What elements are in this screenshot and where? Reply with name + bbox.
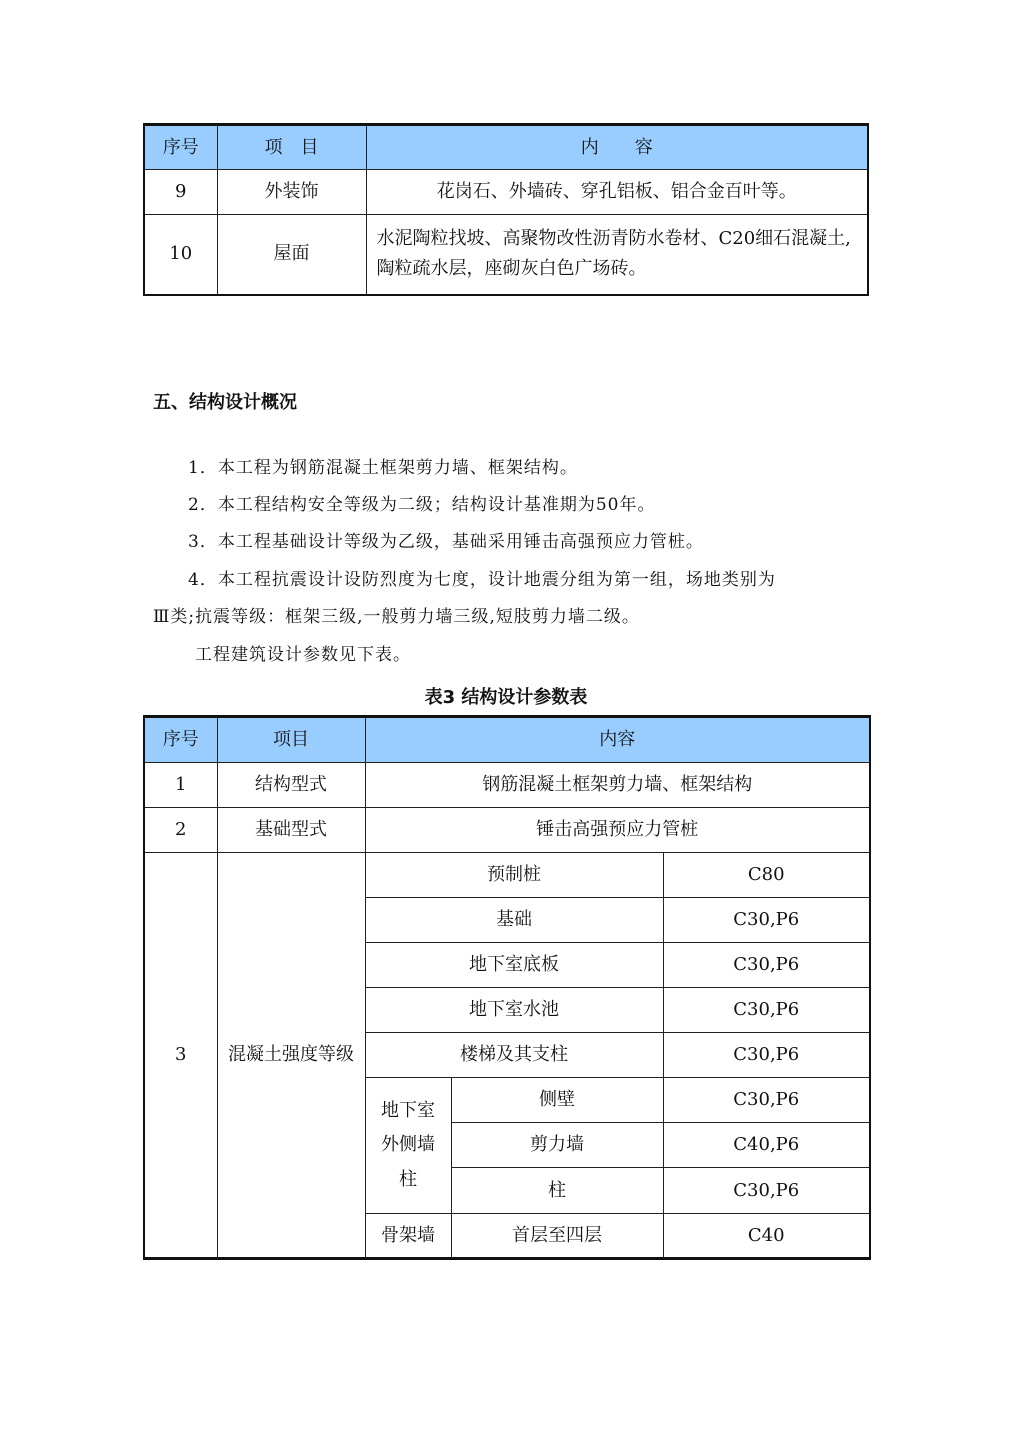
row-item: 混凝土强度等级	[217, 853, 365, 1259]
row-item: 结构型式	[217, 763, 365, 808]
paragraph-3: 3．本工程基础设计等级为乙级，基础采用锤击高强预应力管桩。	[188, 532, 704, 552]
row-no: 3	[144, 853, 217, 1259]
header-content: 内 容	[366, 125, 868, 170]
row-content: 锤击高强预应力管桩	[365, 808, 870, 853]
table-row	[144, 215, 868, 295]
sub-name: 基础	[365, 898, 663, 943]
sub-name: 侧壁	[451, 1078, 663, 1123]
header-item: 项 目	[217, 125, 366, 170]
table-row	[144, 808, 870, 853]
sub-grade: C30,P6	[663, 1168, 870, 1214]
table-row	[144, 170, 868, 215]
header-no: 序号	[144, 125, 217, 170]
sub-name: 楼梯及其支柱	[365, 1033, 663, 1078]
sub-grade: C30,P6	[663, 898, 870, 943]
table-row	[144, 853, 870, 898]
sub-grade: C30,P6	[663, 988, 870, 1033]
table-row	[144, 763, 870, 808]
sub-name: 地下室水池	[365, 988, 663, 1033]
row-item: 基础型式	[217, 808, 365, 853]
group-label: 地下室外侧墙柱	[365, 1078, 451, 1214]
sub-grade: C30,P6	[663, 1078, 870, 1123]
group-label: 骨架墙	[365, 1214, 451, 1259]
sub-name: 剪力墙	[451, 1123, 663, 1168]
sub-grade: C80	[663, 853, 870, 898]
row-no: 10	[144, 215, 217, 295]
row-no: 1	[144, 763, 217, 808]
row-content: 花岗石、外墙砖、穿孔铝板、铝合金百叶等。	[366, 170, 868, 215]
sub-name: 地下室底板	[365, 943, 663, 988]
sub-name: 预制桩	[365, 853, 663, 898]
paragraph-4: 4．本工程抗震设计设防烈度为七度，设计地震分组为第一组，场地类别为	[188, 570, 776, 590]
section-heading: 五、结构设计概况	[153, 392, 297, 413]
row-no: 9	[144, 170, 217, 215]
paragraph-1: 1．本工程为钢筋混凝土框架剪力墙、框架结构。	[188, 458, 578, 478]
row-no: 2	[144, 808, 217, 853]
sub-name: 首层至四层	[451, 1214, 663, 1259]
sub-grade: C30,P6	[663, 943, 870, 988]
sub-grade: C30,P6	[663, 1033, 870, 1078]
finishes-table	[143, 123, 869, 296]
paragraph-2: 2．本工程结构安全等级为二级；结构设计基准期为50年。	[188, 495, 656, 515]
header-item: 项目	[217, 717, 365, 763]
row-content: 钢筋混凝土框架剪力墙、框架结构	[365, 763, 870, 808]
header-content: 内容	[365, 717, 870, 763]
row-item: 外装饰	[217, 170, 366, 215]
sub-name: 柱	[451, 1168, 663, 1214]
header-no: 序号	[144, 717, 217, 763]
sub-grade: C40,P6	[663, 1123, 870, 1168]
paragraph-4-cont: Ⅲ类;抗震等级：框架三级,一般剪力墙三级,短肢剪力墙二级。	[153, 607, 640, 627]
sub-grade: C40	[663, 1214, 870, 1259]
row-content: 水泥陶粒找坡、高聚物改性沥青防水卷材、C20细石混凝土,陶粒疏水层，座砌灰白色广场砖。	[366, 215, 868, 295]
paragraph-note: 工程建筑设计参数见下表。	[195, 645, 411, 665]
table-caption: 表3 结构设计参数表	[424, 687, 588, 708]
structure-parameter-table	[143, 715, 871, 1260]
row-item: 屋面	[217, 215, 366, 295]
